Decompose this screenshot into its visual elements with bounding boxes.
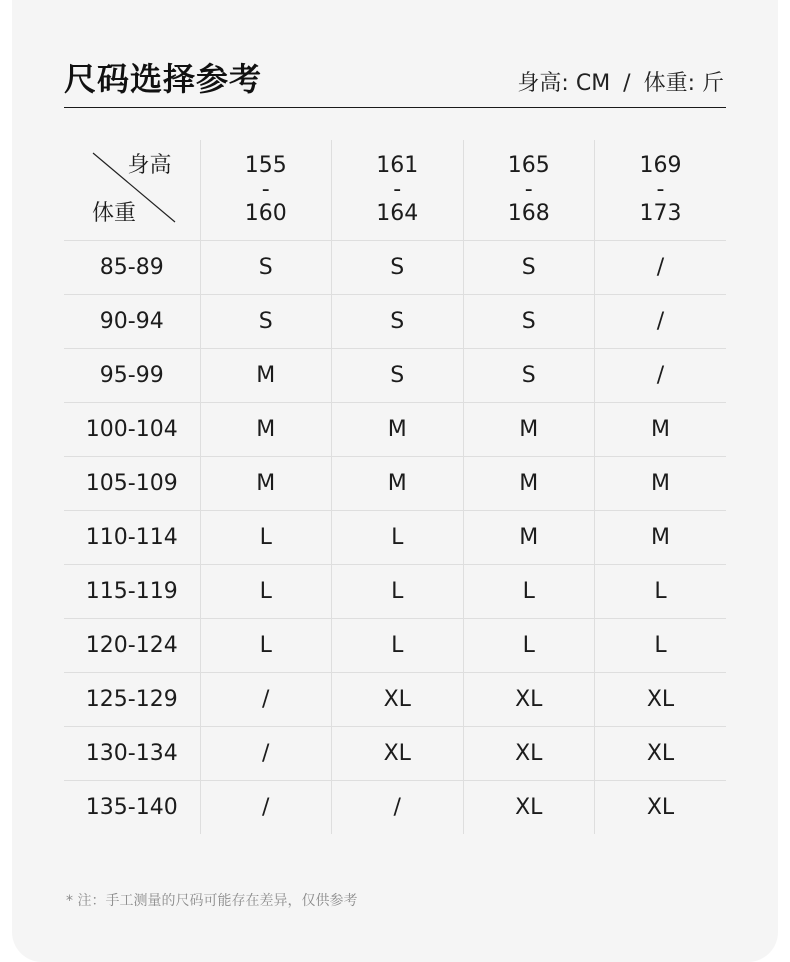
size-cell: / bbox=[595, 295, 727, 349]
table-row bbox=[64, 727, 726, 781]
table-row bbox=[64, 619, 726, 673]
size-cell: L bbox=[332, 565, 464, 619]
size-cell: M bbox=[200, 457, 332, 511]
size-cell: L bbox=[463, 565, 595, 619]
height-range-to: 168 bbox=[507, 201, 550, 226]
height-range-from: 169 bbox=[639, 153, 682, 178]
table-row bbox=[64, 673, 726, 727]
size-cell: M bbox=[332, 457, 464, 511]
unit-separator: / bbox=[623, 71, 631, 96]
size-cell: XL bbox=[595, 781, 727, 835]
size-cell: L bbox=[200, 565, 332, 619]
height-header-cell bbox=[332, 140, 464, 241]
size-cell: L bbox=[595, 619, 727, 673]
height-range-dash: - bbox=[656, 177, 665, 202]
size-cell: S bbox=[463, 295, 595, 349]
size-cell: / bbox=[332, 781, 464, 835]
size-cell: S bbox=[332, 241, 464, 295]
height-range-from: 161 bbox=[376, 153, 419, 178]
size-cell: / bbox=[200, 781, 332, 835]
height-range-to: 173 bbox=[639, 201, 682, 226]
table-body bbox=[64, 241, 726, 835]
size-cell: M bbox=[595, 511, 727, 565]
corner-weight-label: 体重 bbox=[92, 201, 137, 226]
size-cell: XL bbox=[332, 673, 464, 727]
unit-height: 身高: CM bbox=[517, 71, 611, 96]
size-table bbox=[64, 140, 726, 834]
height-header-cell bbox=[595, 140, 727, 241]
table-row bbox=[64, 565, 726, 619]
height-range-dash: - bbox=[524, 177, 533, 202]
size-cell: M bbox=[332, 403, 464, 457]
weight-cell: 105-109 bbox=[64, 457, 200, 511]
table-header-row bbox=[64, 140, 726, 241]
height-range-dash: - bbox=[261, 177, 270, 202]
size-cell: XL bbox=[595, 727, 727, 781]
size-cell: XL bbox=[463, 673, 595, 727]
height-range-dash: - bbox=[393, 177, 402, 202]
size-cell: XL bbox=[595, 673, 727, 727]
table-row bbox=[64, 403, 726, 457]
title-divider bbox=[64, 107, 726, 108]
corner-height-label: 身高 bbox=[127, 153, 172, 178]
weight-cell: 135-140 bbox=[64, 781, 200, 835]
height-header-cell bbox=[463, 140, 595, 241]
size-cell: M bbox=[595, 457, 727, 511]
height-range-to: 160 bbox=[244, 201, 287, 226]
footnote: * 注：手工测量的尺码可能存在差异，仅供参考 bbox=[66, 893, 358, 909]
size-cell: M bbox=[595, 403, 727, 457]
size-cell: / bbox=[595, 349, 727, 403]
table-row bbox=[64, 511, 726, 565]
weight-cell: 90-94 bbox=[64, 295, 200, 349]
size-cell: M bbox=[463, 457, 595, 511]
size-cell: XL bbox=[332, 727, 464, 781]
table-row bbox=[64, 295, 726, 349]
weight-cell: 115-119 bbox=[64, 565, 200, 619]
unit-legend bbox=[517, 66, 724, 97]
size-cell: S bbox=[463, 349, 595, 403]
weight-cell: 130-134 bbox=[64, 727, 200, 781]
weight-cell: 125-129 bbox=[64, 673, 200, 727]
size-cell: L bbox=[332, 511, 464, 565]
page-title: 尺码选择参考 bbox=[64, 60, 263, 98]
weight-cell: 110-114 bbox=[64, 511, 200, 565]
size-cell: L bbox=[463, 619, 595, 673]
weight-cell: 100-104 bbox=[64, 403, 200, 457]
table-row bbox=[64, 349, 726, 403]
table-row bbox=[64, 781, 726, 835]
weight-cell: 120-124 bbox=[64, 619, 200, 673]
height-header-cell bbox=[200, 140, 332, 241]
size-cell: L bbox=[200, 511, 332, 565]
size-cell: S bbox=[200, 295, 332, 349]
size-cell: L bbox=[200, 619, 332, 673]
size-cell: L bbox=[595, 565, 727, 619]
height-range-to: 164 bbox=[376, 201, 419, 226]
corner-header-cell bbox=[64, 140, 200, 241]
weight-cell: 95-99 bbox=[64, 349, 200, 403]
size-cell: S bbox=[463, 241, 595, 295]
height-range-from: 165 bbox=[507, 153, 550, 178]
size-cell: L bbox=[332, 619, 464, 673]
weight-cell: 85-89 bbox=[64, 241, 200, 295]
table-row bbox=[64, 457, 726, 511]
table-row bbox=[64, 241, 726, 295]
height-range-from: 155 bbox=[244, 153, 287, 178]
size-cell: S bbox=[332, 295, 464, 349]
size-cell: M bbox=[463, 403, 595, 457]
size-cell: XL bbox=[463, 781, 595, 835]
size-cell: / bbox=[200, 673, 332, 727]
size-cell: M bbox=[200, 349, 332, 403]
unit-weight: 体重: 斤 bbox=[643, 71, 724, 96]
size-cell: XL bbox=[463, 727, 595, 781]
size-cell: M bbox=[200, 403, 332, 457]
size-cell: / bbox=[595, 241, 727, 295]
size-cell: S bbox=[200, 241, 332, 295]
size-cell: M bbox=[463, 511, 595, 565]
size-cell: / bbox=[200, 727, 332, 781]
size-cell: S bbox=[332, 349, 464, 403]
